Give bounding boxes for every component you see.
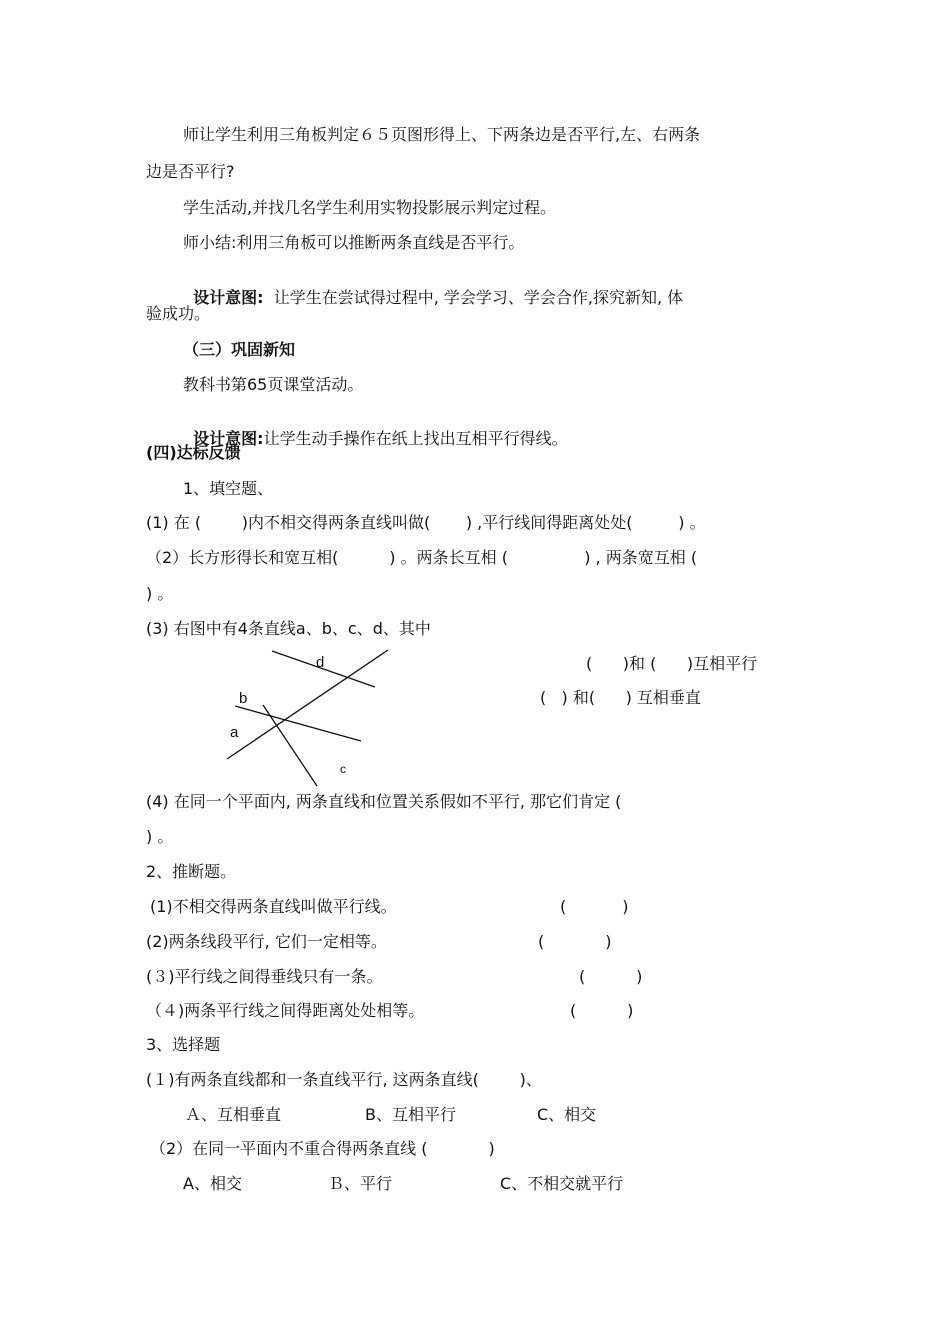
design-intent-1 [183, 268, 683, 308]
fill-title: 1、填空题、 [183, 479, 274, 498]
line-a [227, 650, 388, 759]
judge-title: 2、推断题。 [146, 862, 237, 881]
line-c [263, 705, 317, 786]
paragraph-line: 边是否平行? [146, 162, 235, 181]
judge-item: (2)两条线段平行, 它们一定相等。 [146, 932, 387, 951]
choice-title: 3、选择题 [146, 1035, 221, 1054]
section-heading-3: （三）巩固新知 [183, 340, 296, 359]
design-intent-text: 让学生在尝试得过程中, 学会学习、学会合作,探究新知, 体 [263, 288, 684, 307]
judge-blank: ( ) [579, 967, 643, 986]
section-heading-4: (四)达标反馈 [146, 443, 241, 462]
fill-q2: （2）长方形得长和宽互相( ) 。两条长互相 ( ) , 两条宽互相 ( [146, 548, 698, 567]
fill-q4: (4) 在同一个平面内, 两条直线和位置关系假如不平行, 那它们肯定 ( [146, 792, 622, 811]
activity-text: 学生活动,并找几名学生利用实物投影展示判定过程。 [183, 198, 557, 217]
fill-q3-parallel: ( )和 ( )互相平行 [586, 654, 758, 673]
summary-text: 师小结:利用三角板可以推断两条直线是否平行。 [183, 233, 525, 252]
section-3-text: 教科书第65页课堂活动。 [183, 375, 364, 394]
judge-blank: ( ) [560, 897, 629, 916]
choice-option: C、不相交就平行 [500, 1174, 624, 1193]
judge-item: （４)两条平行线之间得距离处处相等。 [146, 1001, 425, 1020]
label-a: a [230, 724, 239, 741]
design-intent-cont: 验成功。 [146, 304, 211, 323]
label-d: d [316, 654, 325, 671]
lines-figure [210, 645, 410, 790]
label-c: c [340, 762, 346, 776]
design-intent-label: 设计意图: [193, 429, 264, 448]
choice-option: Ｂ、平行 [328, 1174, 393, 1193]
choice-option: C、相交 [537, 1105, 597, 1124]
fill-q3-perpendicular: ( ) 和( ) 互相垂直 [540, 688, 701, 707]
choice-option: A、相交 [183, 1174, 242, 1193]
choice-q1: (１)有两条直线都和一条直线平行, 这两条直线( )、 [146, 1070, 542, 1089]
judge-item: (1)不相交得两条直线叫做平行线。 [150, 897, 397, 916]
choice-q2: （2）在同一平面内不重合得两条直线 ( ) [150, 1139, 495, 1158]
judge-item: (３)平行线之间得垂线只有一条。 [146, 967, 383, 986]
fill-q2-cont: ) 。 [146, 584, 174, 603]
paragraph-line: 师让学生利用三角板判定６５页图形得上、下两条边是否平行,左、右两条 [183, 125, 701, 144]
fill-q4-cont: ) 。 [146, 827, 174, 846]
design-intent-text: 让学生动手操作在纸上找出互相平行得线。 [263, 429, 568, 448]
judge-blank: ( ) [538, 932, 612, 951]
choice-option: Ａ、互相垂直 [185, 1105, 282, 1124]
judge-blank: ( ) [570, 1001, 634, 1020]
design-intent-label: 设计意图: [193, 288, 264, 307]
fill-q3: (3) 右图中有4条直线a、b、c、d、其中 [146, 619, 431, 638]
fill-q1: (1) 在 ( )内不相交得两条直线叫做( ) ,平行线间得距离处处( ) 。 [146, 513, 706, 532]
label-b: b [239, 690, 248, 707]
choice-option: B、互相平行 [365, 1105, 456, 1124]
design-intent-2 [183, 409, 568, 449]
